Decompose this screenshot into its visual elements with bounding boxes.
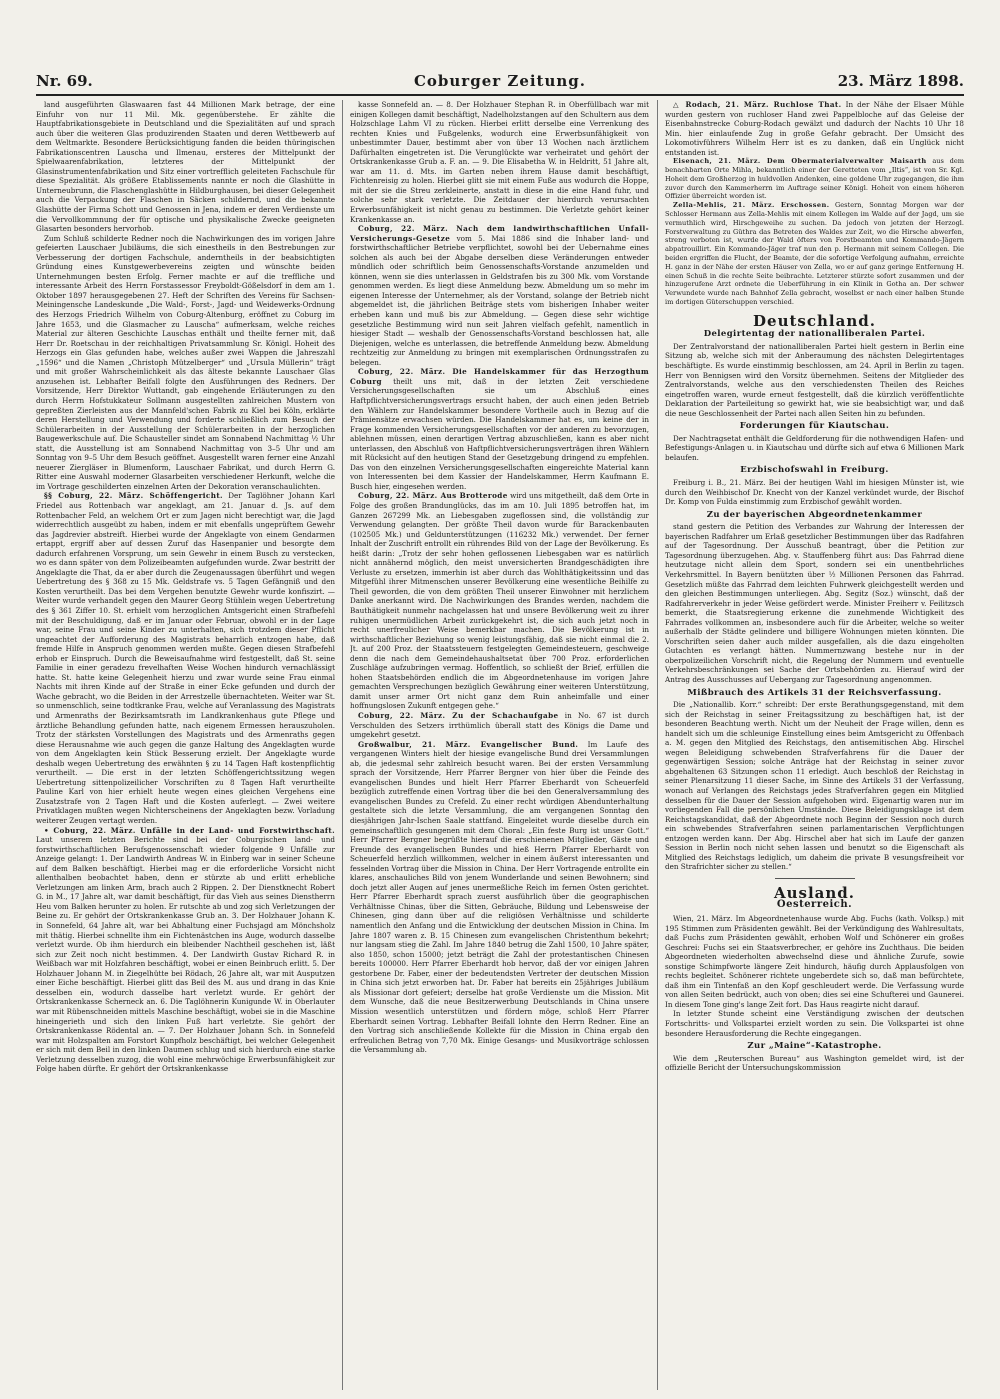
section-ausland [665,883,964,911]
article-body: Die „Nationallib. Korr.“ schreibt: Der erste Berathungsgegenstand, mit dem sich der Reichstag in seiner Freitagssitzung zu beschäftigen hat, ist der besonderen Beachtung werth. Nicht um der Neuheit der Frage willen, denn es handelt sich um die schleunige Einstellung eines beim Amtsgericht zu Offenbach a. M. gegen den Mitglied des Reichstags, den antisemitischen Abg. Hirschel wegen Beleidigung schwebenden Strafverfahrens für die Dauer der gegenwärtigen Session; solche Anträge hat der Reichstag in seiner zuvor abgehaltenen 63 Sitzungen schon 11 erledigt. Auch beschloß der Reichstag in seiner Plenarsitzung 11 dieser Sache, im Sinne des Artikels 31 der Verfassung, wonach auf Verlangen des Reichstags jedes Strafverfahren gegen ein Mitglied desselben für die Dauer der Session aufgehoben wird. Eigenartig waren nur im vorliegenden Fall die persönlichen Umstände. Diese Beleidigungsklage ist dem Reichstagskandidat, daß der Abgeordnete noch Beginn der Session noch durch ein schwebendes Strafverfahren seinen parlamentarischen Verpflichtungen entzogen werden kann. Der Abg. Hirschel aber hat sich im Laufe der ganzen Session in Berlin noch nicht sehen lassen und benutzt so die Eigenschaft als Mitglied des Reichstags lediglich, um daheim die private B vesungsfreiheit vor den Strafrichter sicher zu stellen.“ [665,700,964,872]
article-body: In der Nähe der Elsaer Mühle wurden gestern von ruchloser Hand zwei Pappelbloche auf das Geleise der Eisenbahnstrecke Coburg-Rodach gewälzt und dadurch der Nachts 10 Uhr 18 Min. hier einlaufende Zug in große Gefahr gebracht. Der Umsicht des Lokomotivführers Wilhelm Herr ist es zu danken, daß ein Unglück nicht entstanden ist. [665,100,964,157]
article-body: Wien, 21. März. Im Abgeordnetenhause wurde Abg. Fuchs (kath. Volksp.) mit 195 Stimmen zum Präsidenten gewählt. Bei der Verkündigung des Wahlresultats, daß Fuchs zum Präsidenten gewählt, erhoben Wolf und Schönerer ein großes Geschrei: Fuchs sei ein Staatsverbrecher, er gehöre ins Zuchthaus. Die beiden Abgeordneten wiederholten abwechselnd diese und ähnliche Zurufe, sowie sonstige Schimpfworte längere Zeit hindurch, häufig durch Applausfolgen von rechts begleitet. Schönerer richtete ungeberdete sich so, daß man befürchtete, daß ihm ein Tintenfaß an den Kopf geschleudert werde. Die Verfassung wurde von allen Seiten bedrückt, auch von oben; dies sei eine Schufterei und Gaunerei. In diesem Tone ging's lange Zeit fort. Das Haus reagirte nicht darauf. [665,914,964,1009]
section-title: Ausland. [773,883,856,902]
article-brotterode [350,491,649,711]
article-eisenach [665,157,964,201]
article-paragraph: Zum Schluß schilderte Redner noch die Nachwirkungen des im vorigen Jahre gefeierten Lauschaer Jubiläums, die sich einestheils in den Bestrebungen zur Verbesserung der dortigen Fachschule, anderntheils in der beabsichtigten Gründung eines Kunstgewerbevereins zeigten und wünschte beiden Unternehmungen besten Erfolg. Ferner machte er auf die treffliche und interessante Arbeit des Herrn Forstassessor Freyboldt-Gößelsdorf in dem am 1. Oktober 1897 herausgegebenen 27. Heft der Schriften des Vereins für Sachsen-Meiningensche Landeskunde „Die Wald-, Forst-, Jagd- und Weidewerks-Ordnung des Herzogs Friedrich Wilhelm von Coburg-Altenburg, eröffnet zu Coburg im Jahre 1653, und die Glasmacher zu Lauscha“ aufmerksam, welche reiches Material zur älteren Geschichte Lauschas enthält und theilte ferner mit, daß Herr Dr. Roetschau in der reichhaltigen Privatsammlung Sr. Königl. Hoheit des Herzogs ein Glas gefunden habe, welches außer zwei Wappen die Jahreszahl „1596“ und die Namen „Christoph Mützelberger“ und „Ursula Müllerin“ trägt und mit großer Wahrscheinlichkeit als das älteste bekannte Lauschaer Glas anzusehen ist. Lebhafter Beifall folgte den Ausführungen des Redners. Der Vorsitzende, Herr Direktor Wuttandt, gab eingehende Erläuterungen zu den durch Herrn Hofstukkateur Sollmann ausgestellten zahlreichen Mustern von gepreßten Zierleisten aus der Mannfeld'schen Fabrik zu Kiel bei Köln, erklärte deren Herstellung und Verwendung und forderte schließlich zum Besuch der Schülerarbeiten in der Ausstellung der Schülerarbeiten in der herzoglichen Baugewerkschule auf. Die Schausteller sindet am Sonnabend Nachmittag ½ Uhr statt, die Ausstellung ist am Sonnabend Nachmittag von 3–5 Uhr und am Sonntag von 9–5 Uhr dem Besuch geöffnet. Ausgestellt waren ferner eine Anzahl neuerer Ziergläser in Blumenform, Lauschaer Fabrikat, und durch Herrn G. Ritter eine Auswahl moderner Glasarbeiten verschiedener Herkunft, welche die im Vortrage geschilderten einzelnen Arten der Dekoration veranschaulichten. [36,233,335,491]
article-heading: Delegirtentag der nationalliberalen Partei. [703,329,926,340]
article-body: Im Laufe des vergangenen Winters hielt der hiesige evangelische Bund drei Versammlungen ab, die jedesmal sehr zahlreich besucht waren. Bei der ersten Versammlung sprach der Vorsitzende, Herr Pfarrer Bergner von hier über die Feinde des evangelischen Bundes und hielt Herr Pfarrer Eberhardt von Scheuerfeld bezüglich zutreffende einen Vortrag über die bei den Generalversammlung des evangelischen Bundes zu Crefeld. Zu einer recht würdigen Abendunterhaltung gestaltete sich die letzte Versammlung, die am vergangenen Sonntag den diesjährigen Jahr-Ischen Saale stattfand. Eingeleitet wurde dieselbe durch ein gemeinschaftlich gesungenen mit dem Choral: „Ein feste Burg ist unser Gott.“ Herr Pfarrer Bergner begrüßte hierauf die erschienenen Mitglieder, Gäste und Freunde des evangelischen Bundes und hieß Herrn Pfarrer Eberhardt von Scheuerfeld herzlich willkommen, welcher in einem äußerst interessanten und fesselnden Vortrag über die Mission in China. Der Herr Vortragende entrollte ein klares, anschauliches Bild von jenem Wunderlande und seinen Bewohnern; sind doch jetzt aller Augen auf jenes unermeßliche Reich im fernen Osten gerichtet. Herr Pfarrer Eberhardt sprach zuerst ausführlich über die geographischen Verhältnisse Chinas, über die Sitten, Gebräuche, Bildung und Lebensweise der Chinesen, ging dann über auf die religiösen Verhältnisse und schilderte namentlich den Anfang und die Entwicklung der deutschen Mission in China. Im Jahre 1807 waren z. B. 15 Chinesen zum evangelischen Christenthum bekehrt; nur langsam stieg die Zahl. Im Jahre 1840 betrug die Zahl 1500, 10 Jahre später, also 1850, schon 15000; jetzt beträgt die Zahl der protestantischen Chinesen bereits 100000. Herr Pfarrer Eberhardt hob hervor, daß der vor einigen Jahren gestorbene Dr. Faber, einer der bedeutendsten Vertreter der deutschen Mission in China sich jetzt erworben hat. Dr. Faber hat bereits ein 25jähriges Jubiläum als Missionar dort gefeiert; derselbe hat große Verdienste um die Mission. Mit dem Wunsche, daß die neue Besitzerwerbung Deutschlands in China unsere Mission wesentlich unterstützen und fördern möge, schloß Herr Pfarrer Eberhardt seinen Vortrag. Lebhafter Beifall lohnte den Herrn Redner. Eine an den Vortrag sich anschließende Kollekte für die Mission in China ergab den erfreulichen Betrag von 7,70 Mk. Einige Gesangs- und Musikvorträge schlossen die Versammlung ab. [350,739,649,1055]
issue-number: Nr. 69. [36,72,93,90]
article-evangelical-league [350,740,649,1055]
article-body: In letzter Stunde scheint eine Verständigung zwischen der deutschen Fortschritts- und Volkspartei erzielt worden zu sein. Die Volkspartei ist ohne besondere Herausforderung die Rechte eingegangen. [665,1009,964,1038]
article-rubric: Zella-Mehlis, 21. März. Erschossen. [673,201,830,210]
article-court [36,491,335,825]
issue-date: 23. März 1898. [837,72,964,90]
article-rubric: • Coburg, 22. März. Unfälle in der Land- und Forstwirthschaft. [44,825,335,835]
column-2 [350,100,649,1390]
article-rubric: Großwalbur, 21. März. Evangelischer Bund. [358,739,579,749]
article-body: stand gestern die Petition des Verbandes zur Wahrung der Interessen der bayerischen Radfahrer um Erlaß gesetzlicher Bestimmungen über das Radfahren auf der Tagesordnung. Der Ausschuß beantragt, über die Petition zur Tagesordnung überzugehen. Abg. v. Stauffenberg führt aus: Das Fahrrad diene heutzutage nicht allein dem Sport, sondern sei ein unentbehrliches Verkehrsmittel. In Bayern benützten über ½ Millionen Personen das Fahrrad. Gesetzlich müßte das Fahrrad dem leichten Fuhrwerk gleichgestellt werden und den gleichen Bestimmungen unterliegen. Abg. Segitz (Soz.) wünscht, daß der Radfahrerverkehr in jeder Weise gefördert werde. Minister Freiherr v. Feilitzsch bemerkt, die Staatsregierung erkenne die zunehmende Wichtigkeit des Fahrrades vollkommen an, insbesondere auch für die Arbeiter, welche so weiter außerhalb der Städte gelindere und billigere Wohnungen mieten könnten. Die Vorschriften seien daher auch milder ausgefallen, als die dazu eingeholten Gutachten es verlangt hätten. Nummernzwang bestehe nur in der oberpolizeilichen Vorschrift nicht, die Regelung der Nummern und eventuelle Verkehrsbeschränkungen sei Sache der Ortsbehörden zu. Hierauf wird der Antrag des Ausschusses auf Uebergang zur Tagesordnung angenommen. [665,522,964,684]
article-rodach [665,100,964,157]
column-divider [342,100,343,1390]
article-insurance-law [350,224,649,367]
article-heading: Zur „Maine“-Katastrophe. [747,1041,882,1052]
article-heading: Mißbrauch des Artikels 31 der Reichsverfassung. [687,687,942,698]
article-rubric: Coburg, 22. März. Zu der Schachaufgabe [358,711,559,720]
article-rubric: Eisenach, 21. März. Dem Obermaterialverwalter Maisarth [673,157,927,166]
masthead [36,72,964,96]
article-body: Laut unserem letzten Berichte sind bei der Coburgischen land- und forstwirthschaftlichen Berufsgenossenschaft wieder folgende 9 Unfälle zur Anzeige gelangt: 1. Der Landwirth Andreas W. in Einberg war in seiner Scheune auf dem Balken beschäftigt. Hierbei mag er die erforderliche Vorsicht nicht allenthalben beobachtet haben, denn er stürzte ab und erlitt erhebliche Verletzungen am linken Arm, brach auch 2 Rippen. 2. Der Dienstknecht Robert G. in M., 17 Jahre alt, war damit beschäftigt, für das Vieh aus seines Dienstherrn Heu vom Balken herunter zu holen. Er rutschte ab und zog sich Verletzungen der Beine zu. Er gehört der Ortskrankenkasse Grub an. 3. Der Holzhauer Johann K. in Sonnefeld, 64 Jahre alt, war bei Abhaltung einer Fuchsjagd am Mönchsholz mit thätig. Hierbei schnellte ihm ein Fichtenästchen ins Auge, wodurch dasselbe verletzt wurde. Ob ihm hierdurch ein bleibender Nachtheil geschehen ist, läßt sich zur Zeit noch nicht bestimmen. 4. Der Landwirth Gustav Richard R. in Weißbach war mit Holzfahren beschäftigt, wobei er einen Beinbruch erlitt. 5. Der Holzhauer Johann M. in Ziegelhütte bei Rödach, 26 Jahre alt, war mit Ausputzen einer Eiche beschäftigt. Hierbei glitt das Beil des M. aus und drang in das Knie desselben ein, wodurch dasselbe hart verletzt wurde. Er gehört der Ortskrankenkasse Scherneck an. 6. Die Taglöhnerin Kunigunde W. in Oberlauter war mit Rübenschneiden mittels Maschine beschäftigt, wobei sie in die Maschine hineingerieth und sich den linken Fuß hart verletzte. Sie gehört der Ortskrankenkasse Rödental an. — 7. Der Holzhauer Johann Sch. in Sonnefeld war mit Holzspalten am Forstort Kunpfholz beschäftigt, bei welcher Gelegenheit er sich mit dem Beil in den linken Daumen schlug und sich hierdurch eine starke Verletzung desselben zuzog, die wohl eine mehrwöchige Erwerbsunfähigkeit zur Folge haben dürfte. Er gehört der Ortskrankenkasse [36,835,335,1074]
article-body: aus dem benachbarten Orte Mihla, bekanntlich einer der Geretteten vom „Iltis“, ist von Sr. Kgl. Hoheit dem Großherzog in huldvollen Andenken, eine goldene Uhr zugegangen, die ihm zuvor durch den Kammerherrn im Auftrage seiner Königl. Hoheit von einem höheren Offizier überreicht worden ist. [665,157,964,201]
article-body: Der Taglöhner Johann Karl Friedel aus Rottenbach war angeklagt, am 21. Januar d. Js. auf dem Rottenbacher Feld, an welchem Ort er zum Jagen nicht berechtigt war, die Jagd widerrechtlich ausgeübt zu haben, indem er mit ebenfalls ungeprüftem Gewehr das Jagdrevier abstreift. Hierbei wurde der Angeklagte von einem Gendarmen ertappt, ergriff aber auf dessen Zuruf das Hasenpanier und besorgte dem dadurch erfahrenen Vorsprung, um sein Gewehr in einem Busch zu verstecken, wo es dann später von dem Polizeibeamten aufgefunden wurde. Zwar bestritt der Angeklagte die That, da er aber durch die Zeugenaussagen überführt und wegen Uebertretung des § 368 zu 15 Mk. Geldstrafe vs. 5 Tagen Gefängniß und den Kosten verurtheilt. Das bei dem Vergehen benutzte Gewehr wurde konfiszirt. — Weiter wurde verhandelt gegen den Maurer Georg Stühlein wegen Uebertretung des § 361 Ziffer 10. St. erhielt vom herzoglichen Amtsgericht einen Strafbefehl mit der Beschuldigung, daß er im Januar oder Februar, obwohl er in der Lage war, seine Frau und seine Kinder zu unterhalten, sich trotzdem dieser Pflicht ungeachtet der Aufforderung des Magistrats beharrlich entzogen habe, daß fremde Hilfe in Anspruch genommen werden mußte. Gegen diesen Strafbefehl erhob er Einspruch. Durch die Beweisaufnahme wird festgestellt, daß St. seine Familie in einer geradezu frevelhaften Weise Wochen hindurch vernachlässigt hatte. St. hatte keine Gelegenheit hierzu und zwar wurde seine Frau einmal Nachts mit ihren Kinde auf der Straße in einer Ecke gefunden und durch der Wache gebracht, wo die Beiden in der Arrestzelle übernachteten. Weiter war St. so unmenschlich, seine todtkranke Frau, welche auf Veranlassung des Magistrats und Armenraths der Bezirksamtsrath im Landkrankenhaus gute Pflege und ärztliche Behandlung gefunden hatte, nach eigenem Ermessen herauszuholen. Trotz der stärksten Vorstellungen des Magistrats und des Armenraths gegen diese Herausnahme wie auch gegen die ganze Haltung des Angeklagten wurde von dem Angeklagten kein Stück Besserung erzielt. Der Angeklagte wurde deshalb wegen Uebertretung des erwähnten § zu 14 Tagen Haft kostenpflichtig verurtheilt. — Die erst in der letzten Schöffengerichtssitzung wegen Uebertretung sittenpolizeilicher Vorschriften zu 8 Tagen Haft verurtheilte Pauline Karl von hier erhielt heute wegen eines gleichen Vergehens eine Zusatzstrafe von 2 Tagen Haft und die Kosten auferlegt. — Zwei weitere Privatklagen mußten wegen Nichterscheinens der Angeklagten bezw. Vorladung weiterer Zeugen vertagt werden. [36,491,335,826]
article-body: vom 5. Mai 1886 sind die Inhaber land- und forstwirthschaftlicher Betriebe verpflichtet, sowohl bei der Uebernahme eines solchen als auch bei der Abgabe derselben diese Veränderungen entweder mündlich oder schriftlich beim Genossenschafts-Vorstande anzumelden und können, wenn sie dies unterlassen in Geldstrafen bis zu 300 Mk. vom Vorstande genommen werden. Es liegt diese Anmeldung bezw. Abmeldung um so mehr im eigenen Interesse der Unternehmer, als der Vorstand, solange der Betrieb nicht abgemeldet ist, die jährlichen Beiträge stets vom bisherigen Inhaber weiter erheben kann und muß bis zur Abmeldung. — Gegen diese sehr wichtige gesetzliche Bestimmung wird nun seit Jahren vielfach gefehlt, namentlich in hiesiger Stadt — weshalb der Genossenschafts-Vorstand beschlossen hat, alle Diejenigen, welche es unterlassen, die betreffende Anmeldung bezw. Abmeldung rechtzeitig zur Anmeldung zu bringen mit exemplarischen Ordnungsstrafen zu belegen. [350,233,649,367]
article-rubric: Coburg, 22. März. Die Handelskammer für das Herzogthum Coburg [350,367,649,386]
article-body: theilt uns mit, daß in der letzten Zeit verschiedene Versicherungsgesellschaften sie um Abschluß eines Haftpflichtversicherungsvertrags ersucht haben, der auch einen jeden Betrieb den Wählern zur Handelskammer besondere Vortheile auch in Bezug auf die Prämiensätze erwachsen würden. Die Handelskammer hat es, um keine der in Frage kommenden Versicherungsgesellschaften vor der anderen zu bevorzugen, ablehnen müssen, einen derartigen Vertrag abzuschließen, kann es aber nicht unterlassen, den Abschluß von Haftpflichtversicherungsverträgen ihren Wählern mit Rücksicht auf den heutigen Stand der Gesetzgebung dringend zu empfehlen. Das von den einzelnen Versicherungsgesellschaften eingereichte Material kann von Interessenten bei dem Kassier der Handelskammer, Herrn Kaufmann E. Busch hier, eingesehen werden. [350,376,649,491]
article-body: Wie dem „Reuterschen Bureau“ aus Washington gemeldet wird, ist der offizielle Bericht der Untersuchungskommission [665,1053,964,1073]
article-body: Freiburg i. B., 21. März. Bei der heutigen Wahl im hiesigen Münster ist, wie durch den Weihbischof Dr. Knecht von der Kanzel verkündet wurde, der Bischof Dr. Komp von Fulda einstimmig zum Erzbischof gewählt worden. [665,478,964,507]
article-body: in No. 67 ist durch Verschulden des Setzers irrthümlich überall statt des Königs die Dame und umgekehrt gesetzt. [350,711,649,740]
column-1 [36,100,335,1390]
article-heading: Zu der bayerischen Abgeordnetenkammer [706,509,923,520]
article-rubric: §§ Coburg, 22. März. Schöffengericht. [44,491,223,501]
article-paragraph: kasse Sonnefeld an. — 8. Der Holzhauer Stephan R. in Oberfüllbach war mit einigen Kollegen damit beschäftigt, Nadelholzstangen auf den Schultern aus dem Holzschlage Lahm VI zu rücken. Hierbei erlitt derselbe eine Verrenkung des rechten Knies und Fußgelenks, wodurch eine Erwerbsunfähigkeit von unbestimmter Dauer, bestimmt aber von über 13 Wochen nach ärztlichem Dafürhalten eingetreten ist. Die Verunglückte war verheiratet und gehört der Ortskrankenkasse Grub a. F. an. — 9. Die Elisabetha W. in Heldritt, 51 Jahre alt, war am 11. d. Mts. im Garten neben ihrem Hause damit beschäftigt, Fichtenreisig zu holen. Hierbei glitt sie mit einem Fuße aus wodurch die Hoppe, mit der sie die Streu zerkleinerte, anstatt in diese in die eine Hand fuhr, und solche sehr stark verletzte. Die Zeitdauer der hierdurch verursachten Erwerbsunfähigkeit ist nicht genau zu bestimmen. Die Verletzte gehört keiner Krankenkasse an. [350,100,649,224]
article-heading: Forderungen für Kiautschau. [739,421,890,432]
article-rubric: △ Rodach, 21. März. Ruchlose That. [673,100,842,109]
section-deutschland [665,311,964,330]
article-body: wird uns mitgetheilt, daß dem Orte in Folge des großen Brandunglücks, das im am 10. Juli 1895 betroffen hat, im Ganzen 267299 Mk. an Liebesgaben zugeflossen sind, die vollständig zur Verwendung gelangten. Der größte Theil davon wurde für Barackenbauten (102505 Mk.) und Geldunterstützungen (116232 Mk.) verwendet. Der ferner Inhalt der Zuschrift entrollt ein rührendes Bild von der Lage der Bevölkerung. Es heißt darin: „Trotz der sehr hohen geflossenen Liebesgaben war es natürlich nicht annähernd möglich, den meist unversicherten Brandgeschädigten ihre Verluste zu ersetzen, immerhin ist aber durch das Wohlthätigkeitssinn und das Mitgefühl ihrer Mitmenschen unserer Bevölkerung eine wesentliche Beihilfe zu Theil geworden, die von dem größten Theil unserer Einwohner mit herzlichem Danke anerkannt wird. Die Nachwirkungen des Brandes werden, nachdem die Bauthätigkeit nunmehr nachgelassen hat und unsere Bevölkerung weit zu ihrer ruhigen unermüdlichen Arbeit zurückgekehrt ist, die sich auch jetzt noch in recht unerfreulicher Weise bemerkbar machen. Die Bevölkerung ist in wirthschaftlicher Beziehung so wenig leistungsfähig, daß sie nicht einmal die 2. Jt. auf 200 Proz. der Staatssteuern festgelegten Gemeindesteuern, geschweige denn die nach dem Gemeindehaushaltsetat über 700 Proz. erforderlichen Zuschläge aufzubringen vermag. Hoffentlich, so schließt der Brief, erfüllen die hohen Staatsbehörden endlich die im Abgeordnetenhause im vorigen Jahre gemachten Versprechungen bezüglich Gewährung einer weiteren Unterstützung, damit unser armer Ort nicht ganz dem Ruin anheimfalle und einer hoffnungslosen Zukunft entgegen gehe.“ [350,491,649,711]
article-paragraph: land ausgeführten Glaswaaren fast 44 Millionen Mark betrage, der eine Einfuhr von nur 11 Mil. Mk. gegenüberstehe. Er zählte die Hauptfabrikationsgebiete in Deutschland und die Spezialitäten auf und sprach auch über die weiteren Glas produzirenden Staaten und deren Wettbewerb auf dem Weltmarkte. Besondere Berücksichtigung fanden die beiden thüringischen Fabrikationscentren Lauscha und Ilmenau, ersteres der Mittelpunkt der Spielwaarenfabrikation, letzteres der Mittelpunkt der Glasinstrumentenfabrikation und Sitz einer vortrefflich geleiteten Fachschule für diese Spezialität. Als größere Etablissements nannte er noch die Glashütte in Unterneubrunn, die Flaschenglashütte in Hildburghausen, bei dieser Gelegenheit auch die Verpackung der Flaschen in Säcken schildernd, und die bekannte Glashütte der Firma Schott und Genossen in Jena, indem er deren Verdienste um die Vervollkommnung der für optische und physikalische Zwecke geeigneten Glasarten besonders hervorhob. [36,100,335,234]
article-rubric: Coburg, 22. März. Nach dem landwirthschaftlichen Unfall-Versicherungs-Gesetze [350,224,649,243]
column-3 [665,100,964,1390]
article-chess [350,711,649,740]
article-body: Der Zentralvorstand der nationalliberalen Partei hielt gestern in Berlin eine Sitzung ab, welche sich mit der Anberaumung des nächsten Delegirtentages beschäftigte. Es wurde einstimmig beschlossen, am 24. April in Berlin zu tagen. Herr von Bennigsen wird den Vorsitz übernehmen. Seitens der Mitglieder des Zentralvorstands, welche aus den verschiedensten Theilen des Reiches eingetroffen waren, wurde erneut festgestellt, daß die kürzlich veröffentlichte Deklaration der Parteileitung so gewirkt hat, wie sie beabsichtigt war, und daß die neue Geschlossenheit der Partei nach allen Seiten hin zu befunden. [665,341,964,418]
article-body: Der Nachtragsetat enthält die Geldforderung für die nothwendigen Hafen- und Befestigungs-Anlagen u. in Kiautschau und dürfte sich auf etwa 6 Millionen Mark belaufen. [665,433,964,462]
article-chamber-of-commerce [350,367,649,491]
article-zella-mehlis [665,201,964,307]
article-accidents [36,826,335,1074]
article-heading: Erzbischofswahl in Freiburg. [740,465,889,476]
newspaper-title: Coburger Zeitung. [413,72,587,90]
column-divider [657,100,658,1390]
article-rubric: Coburg, 22. März. Aus Brotterode [358,491,508,501]
section-divider [775,878,855,879]
section-subtitle: Oesterreich. [776,899,853,911]
section-title: Deutschland. [753,311,876,330]
article-body: Gestern, Sonntag Morgen war der Schlosser Hermann aus Zella-Mehlis mit einem Kollegen im Walde auf der Jagd, um sie vermuthlich wird, Hirschgeweihe zu suchen. Da jedoch von jetzten der Herzogl. Forstverwaltung zu Güthra das Betreten des Waldes zur Zeit, wo die Hirsche abwerfen, streng verboten ist, wurde der Wald öfters von Forstbeamten und Kommando-Jägern abpatrouillirt. Ein Kommando-Jäger traf nun den p. Hermann mit seinem Collegen. Die beiden ergriffen die Flucht, der Beamte, der die sofortige Verfolgung aufnahm, erreichte H. ganz in der Nähe der ersten Häuser von Zella, wo er auf ganz geringe Entfernung H. einen Schuß in die rechte Seite beibrachte. Letzterer stürzte sofort zusammen und der hinzugerufene Arzt ordnete die Ueberführung in ein Klinik in Gotha an. Der schwer Verwundete wurde nach Bahnhof Zella gebracht, woselbst er nach einer halben Stunde im dortigen Güterschuppen verschied. [665,201,964,307]
